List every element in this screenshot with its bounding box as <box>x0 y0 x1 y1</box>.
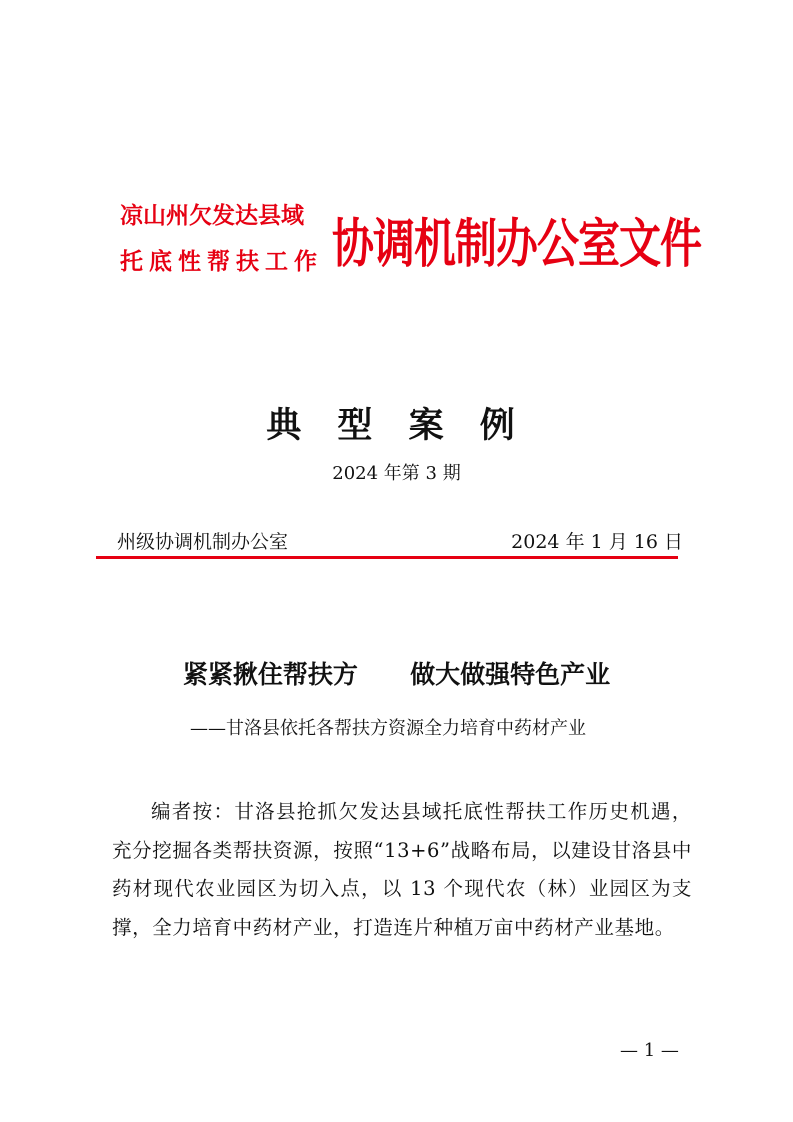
issue-date: 2024 年 1 月 16 日 <box>511 531 683 553</box>
masthead-org-line1: 凉山州欠发达县域 <box>120 203 304 229</box>
issuer: 州级协调机制办公室 <box>117 531 289 553</box>
editor-note-paragraph: 编者按：甘洛县抢抓欠发达县域托底性帮扶工作历史机遇，充分挖掘各类帮扶资源，按照“13+6”战略布局，以建设甘洛县中药材现代农业园区为切入点，以 13 个现代农（林）业园区为支撑，全力培育中药材产业，打造连片种植万亩中药材产业基地。 <box>112 800 692 939</box>
article-subhead: ——甘洛县依托各帮扶方资源全力培育中药材产业 <box>190 718 586 739</box>
issue-number: 2024 年第 3 期 <box>332 463 461 484</box>
masthead-org <box>120 196 330 282</box>
masthead <box>120 196 702 296</box>
article-headline: 紧紧揪住帮扶方 做大做强特色产业 <box>182 660 611 689</box>
issuer-date-row <box>117 527 683 557</box>
red-divider <box>96 556 678 559</box>
masthead-doc-type: 协调机制办公室文件 <box>332 212 702 274</box>
editor-note <box>112 793 692 947</box>
page-number: — 1 — <box>620 1040 679 1061</box>
publication-title: 典 型 案 例 <box>266 405 527 446</box>
masthead-org-line2: 托底性帮扶工作 <box>120 249 323 275</box>
